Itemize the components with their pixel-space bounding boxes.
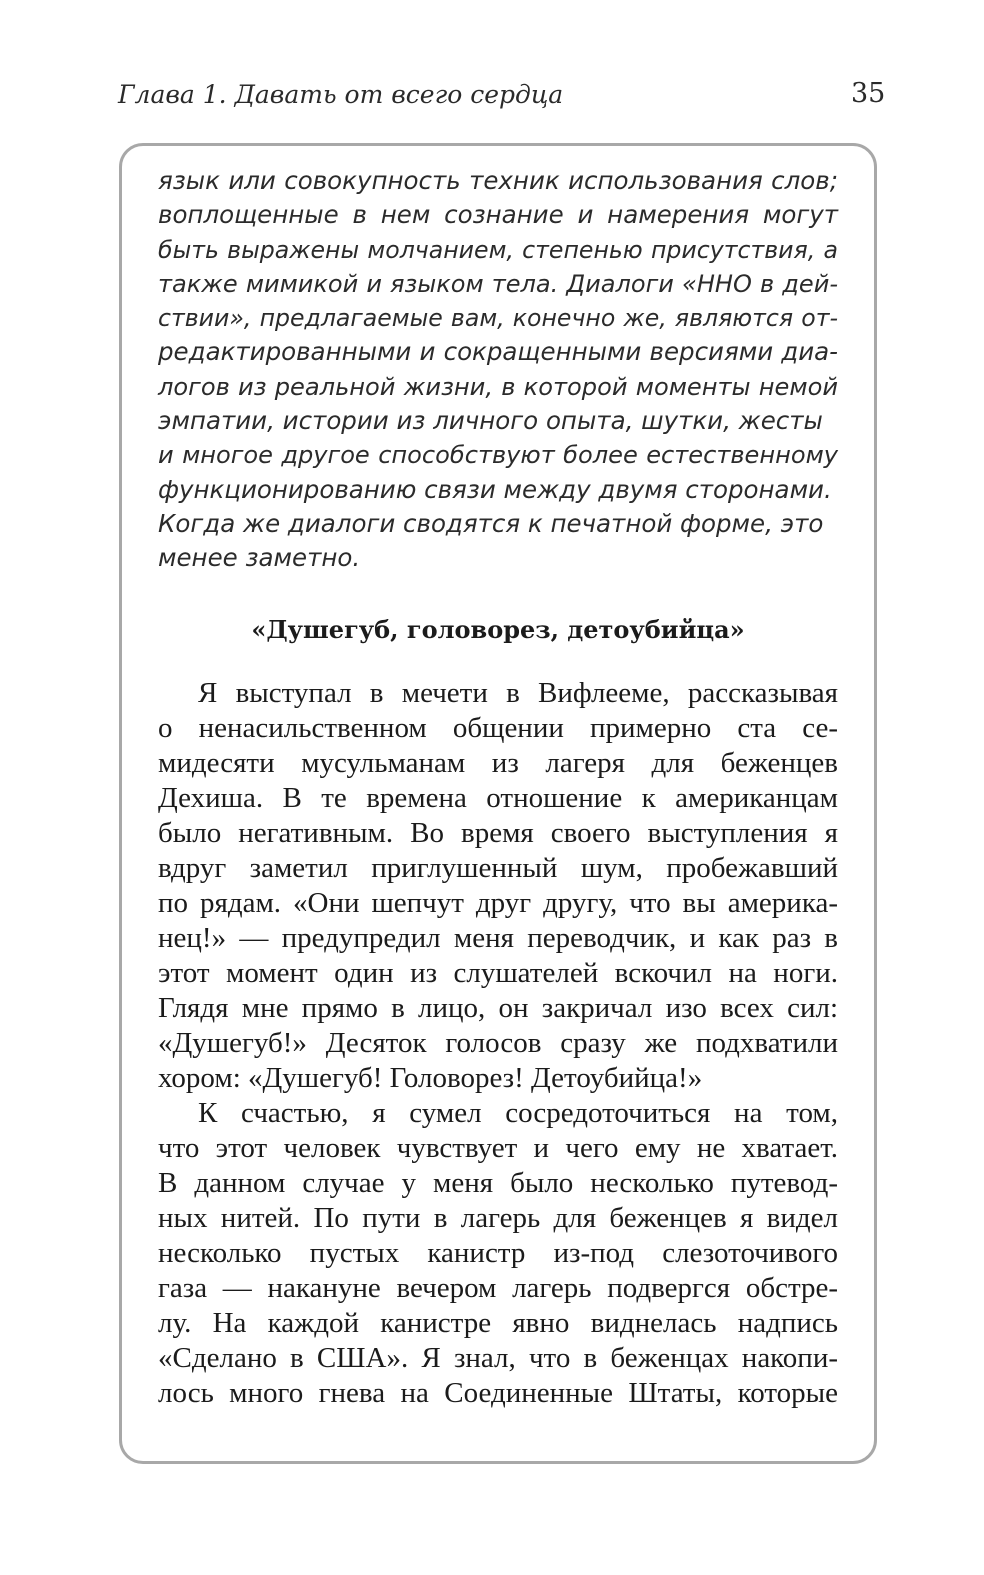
aside-line: и многое другое способствуют более естественному — [158, 441, 838, 470]
aside-line: функционированию связи между двумя сторонами. — [158, 474, 832, 504]
body-line: лу. На каждой канистре явно виднелась надпись — [158, 1307, 838, 1339]
aside-line: быть выражены молчанием, степенью присутствия, а — [158, 235, 838, 264]
aside-line: Когда же диалоги сводятся к печатной форме, это — [158, 508, 824, 538]
body-line: о ненасильственном общении примерно ста се- — [158, 712, 838, 744]
body-line: было негативным. Во время своего выступления я — [158, 817, 838, 849]
aside-line: менее заметно. — [158, 543, 361, 573]
body-line: по рядам. «Они шепчут друг другу, что вы америка- — [158, 887, 838, 919]
body-line: Я выступал в мечети в Вифлееме, рассказывая — [198, 677, 838, 709]
body-line: этот момент один из слушателей вскочил на ноги. — [158, 957, 838, 989]
aside-text — [158, 164, 838, 576]
body-line: хором: «Душегуб! Головорез! Детоубийца!» — [158, 1062, 703, 1094]
body-line: «Душегуб!» Десяток голосов сразу же подхватили — [158, 1027, 838, 1059]
body-line: несколько пустых канистр из-под слезоточивого — [158, 1237, 838, 1269]
body-line: газа — накануне вечером лагерь подвергся обстре- — [158, 1272, 838, 1304]
body-line: вдруг заметил приглушенный шум, пробежавший — [158, 852, 838, 884]
body-line: ных нитей. По пути в лагерь для беженцев я видел — [158, 1202, 838, 1234]
body-line: лось много гнева на Соединенные Штаты, которые — [158, 1377, 838, 1409]
body-line: что этот человек чувствует и чего ему не хватает. — [158, 1132, 838, 1164]
body-text — [158, 676, 838, 1411]
body-line: Дехиша. В те времена отношение к американцам — [158, 782, 838, 814]
body-line: В данном случае у меня было несколько путевод- — [158, 1167, 838, 1199]
aside-line: логов из реальной жизни, в которой моменты немой — [158, 372, 838, 401]
running-head: Глава 1. Давать от всего сердца — [118, 80, 564, 109]
section-heading: «Душегуб, головорез, детоубийца» — [251, 615, 745, 644]
body-line: «Сделано в США». Я знал, что в беженцах накопи- — [158, 1342, 838, 1374]
body-line: мидесяти мусульманам из лагеря для беженцев — [158, 747, 838, 779]
body-line: К счастью, я сумел сосредоточиться на том, — [198, 1097, 838, 1129]
body-line: Глядя мне прямо в лицо, он закричал изо всех сил: — [158, 992, 838, 1024]
aside-line: также мимикой и языком тела. Диалоги «ННО в дей- — [158, 269, 838, 298]
body-line: нец!» — предупредил меня переводчик, и как раз в — [158, 922, 838, 954]
aside-line: воплощенные в нем сознание и намерения могут — [158, 200, 838, 230]
aside-line: язык или совокупность техник использования слов; — [158, 166, 838, 195]
aside-line: ствии», предлагаемые вам, конечно же, являются от- — [158, 304, 838, 333]
aside-line: эмпатии, истории из личного опыта, шутки, жесты — [158, 406, 823, 436]
aside-line: редактированными и сокращенными версиями диа- — [158, 337, 838, 367]
page-number: 35 — [851, 78, 886, 109]
